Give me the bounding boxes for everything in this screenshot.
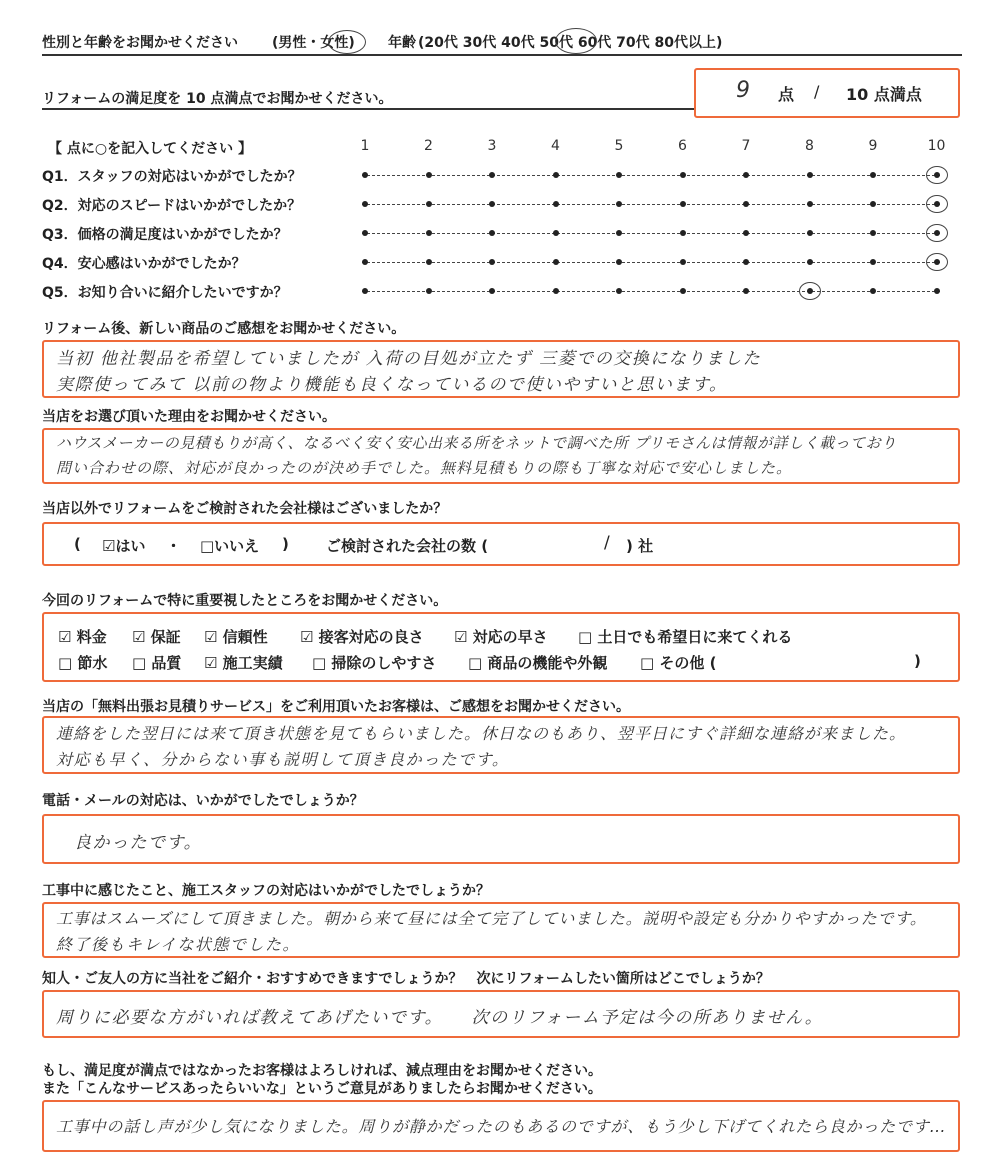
rating-scale-dot[interactable] [680, 172, 686, 178]
scale-number: 4 [551, 138, 560, 154]
company-count-unit: ) 社 [626, 537, 654, 555]
phone-mail-question: 電話・メールの対応は、いかがでしたでしょうか？ [42, 793, 364, 809]
female-circle-mark [328, 30, 366, 54]
priority-option[interactable]: ☑ 料金 [58, 628, 107, 646]
construction-answer-line2: 終了後もキレイな状態でした。 [56, 935, 301, 954]
rating-scale-dot[interactable] [426, 230, 432, 236]
rating-scale-dot[interactable] [616, 288, 622, 294]
rating-scale-dot[interactable] [489, 172, 495, 178]
scale-number: 2 [424, 138, 433, 154]
rating-scale-dot[interactable] [743, 288, 749, 294]
impression-answer-line2: 実際使ってみて 以前の物より機能も良くなっているので使いやすいと思います。 [56, 375, 728, 395]
rating-scale-dot[interactable] [553, 230, 559, 236]
other-companies-question: 当店以外でリフォームをご検討された会社様はございましたか？ [42, 501, 448, 517]
other-companies-box [42, 522, 960, 566]
other-dot: ・ [166, 537, 182, 555]
age-40-circle-mark [555, 28, 597, 54]
company-count-label: ご検討された会社の数 ( [326, 537, 489, 555]
rating-scale-dot[interactable] [362, 230, 368, 236]
rating-scale-dot[interactable] [362, 259, 368, 265]
score-value: 9 [736, 78, 750, 103]
rating-scale-dot[interactable] [616, 172, 622, 178]
rating-question-label: Q1．スタッフの対応はいかがでしたか？ [42, 169, 302, 185]
rating-scale-dot[interactable] [870, 259, 876, 265]
rating-scale-dot[interactable] [426, 201, 432, 207]
priority-option[interactable]: □ その他 ( [640, 654, 717, 672]
rating-question-label: Q3．価格の満足度はいかがでしたか？ [42, 227, 288, 243]
rating-scale-line [362, 233, 940, 234]
impression-question: リフォーム後、新しい商品のご感想をお聞かせください。 [42, 321, 406, 337]
rating-scale-dot[interactable] [426, 288, 432, 294]
rating-scale-dot[interactable] [489, 201, 495, 207]
rating-scale-dot[interactable] [870, 230, 876, 236]
score-max: 10 点満点 [846, 85, 922, 104]
rating-scale-dot[interactable] [553, 288, 559, 294]
rating-selected-circle [926, 166, 948, 184]
rating-scale-dot[interactable] [553, 259, 559, 265]
impression-answer-box [42, 340, 960, 398]
rating-scale-dot[interactable] [743, 230, 749, 236]
construction-answer-line1: 工事はスムーズにして頂きました。朝から来て昼には全て完了していました。説明や設定も分かりやすかったです。 [56, 909, 927, 928]
reason-answer-box [42, 428, 960, 484]
rating-scale-dot[interactable] [870, 201, 876, 207]
rating-scale-dot[interactable] [616, 201, 622, 207]
rating-question-label: Q5．お知り合いに紹介したいですか？ [42, 285, 288, 301]
referral-answer-box [42, 990, 960, 1038]
rating-scale-dot[interactable] [489, 288, 495, 294]
rating-scale-line [362, 175, 940, 176]
priority-option[interactable]: □ 掃除のしやすさ [312, 654, 437, 672]
reason-answer-line2: 問い合わせの際、対応が良かったのが決め手でした。無料見積もりの際も丁寧な対応で安心しました。 [56, 459, 793, 477]
scale-number: 1 [360, 138, 370, 154]
priority-option[interactable]: ☑ 信頼性 [204, 628, 268, 646]
rating-selected-circle [799, 282, 821, 300]
rating-scale-dot[interactable] [553, 201, 559, 207]
priority-option[interactable]: □ 品質 [132, 654, 182, 672]
estimate-question: 当店の「無料出張お見積りサービス」をご利用頂いたお客様は、ご感想をお聞かせください。 [42, 699, 630, 715]
scale-number: 7 [741, 138, 751, 154]
rating-selected-circle [926, 224, 948, 242]
gender-age-label: 性別と年齢をお聞かせください [42, 35, 238, 51]
rating-scale-line [362, 204, 940, 205]
priority-option[interactable]: ) [914, 652, 921, 670]
score-box [694, 68, 960, 118]
other-close-paren: ) [282, 535, 289, 553]
rating-scale-dot[interactable] [807, 172, 813, 178]
reason-answer-line1: ハウスメーカーの見積もりが高く、なるべく安く安心出来る所をネットで調べた所 プリモさんは情報が詳しく載っており [56, 434, 897, 452]
priority-option[interactable]: □ 土日でも希望日に来てくれる [578, 628, 793, 646]
rating-scale-dot[interactable] [362, 172, 368, 178]
rating-scale-dot[interactable] [426, 259, 432, 265]
phone-mail-answer-box [42, 814, 960, 864]
scale-number: 6 [678, 138, 687, 154]
rating-scale-dot[interactable] [426, 172, 432, 178]
satisfaction-underline [42, 108, 694, 110]
rating-scale-line [362, 262, 940, 263]
rating-scale-dot[interactable] [743, 172, 749, 178]
scale-number: 10 [927, 138, 946, 154]
referral-answer-line1: 周りに必要な方がいれば教えてあげたいです。 次のリフォーム予定は今の所ありません。 [56, 1008, 824, 1028]
age-label: 年齢 [388, 35, 416, 51]
gender-options: (男性・女性) [272, 35, 355, 51]
priority-option[interactable]: ☑ 施工実績 [204, 654, 283, 672]
rating-scale-dot[interactable] [616, 259, 622, 265]
construction-question: 工事中に感じたこと、施工スタッフの対応はいかがでしたでしょうか？ [42, 883, 490, 899]
score-unit: 点 [778, 85, 795, 104]
rating-scale-dot[interactable] [489, 230, 495, 236]
rating-scale-dot[interactable] [680, 230, 686, 236]
rating-scale-dot[interactable] [362, 288, 368, 294]
estimate-answer-line2: 対応も早く、分からない事も説明して頂き良かったです。 [56, 750, 510, 769]
company-count-value: / [604, 533, 610, 553]
scale-number: 3 [487, 138, 497, 154]
referral-question: 知人・ご友人の方に当社をご紹介・おすすめできますでしょうか？ 次にリフォームしたい箇所はどこでしょうか？ [42, 971, 770, 987]
priorities-question: 今回のリフォームで特に重要視したところをお聞かせください。 [42, 593, 448, 609]
rating-selected-circle [926, 195, 948, 213]
deduction-question-line1: もし、満足度が満点ではなかったお客様はよろしければ、減点理由をお聞かせください。 [42, 1063, 602, 1079]
header-divider [42, 54, 962, 56]
score-slash: / [814, 82, 820, 101]
rating-question-label: Q2．対応のスピードはいかがでしたか？ [42, 198, 302, 214]
deduction-answer-box [42, 1100, 960, 1152]
phone-mail-answer-line1: 良かったです。 [74, 833, 203, 853]
scale-number: 8 [805, 138, 814, 154]
deduction-question-line2: また「こんなサービスあったらいいな」というご意見がありましたらお聞かせください。 [42, 1081, 602, 1097]
priority-option[interactable]: □ 商品の機能や外観 [468, 654, 608, 672]
rating-selected-circle [926, 253, 948, 271]
deduction-answer-line1: 工事中の話し声が少し気になりました。周りが静かだったのもあるのですが、もう少し下げてくれたら良かったです… [56, 1117, 947, 1136]
scale-number: 9 [868, 138, 878, 154]
age-options: (20代 30代 40代 50代 60代 70代 80代以上) [418, 35, 723, 51]
rating-scale-dot[interactable] [489, 259, 495, 265]
rating-scale-dot[interactable] [807, 230, 813, 236]
priorities-box [42, 612, 960, 682]
rating-scale-dot[interactable] [807, 201, 813, 207]
estimate-answer-line1: 連絡をした翌日には来て頂き状態を見てもらいました。休日なのもあり、翌平日にすぐ詳細な連絡が来ました。 [56, 724, 907, 743]
rating-scale-dot[interactable] [934, 288, 940, 294]
reason-question: 当店をお選び頂いた理由をお聞かせください。 [42, 409, 336, 425]
rating-scale-dot[interactable] [680, 288, 686, 294]
rating-scale-dot[interactable] [807, 259, 813, 265]
priority-option[interactable]: ☑ 接客対応の良さ [300, 628, 424, 646]
priority-option[interactable]: □ 節水 [58, 654, 108, 672]
other-no-option[interactable]: □いいえ [200, 537, 260, 555]
rating-scale-dot[interactable] [362, 201, 368, 207]
estimate-answer-box [42, 716, 960, 774]
rating-instruction: 【 点に○を記入してください 】 [48, 141, 252, 157]
rating-question-label: Q4．安心感はいかがでしたか？ [42, 256, 246, 272]
other-open-paren: ( [74, 535, 81, 553]
rating-scale-dot[interactable] [743, 259, 749, 265]
priority-option[interactable]: ☑ 保証 [132, 628, 181, 646]
rating-scale-line [362, 291, 940, 292]
construction-answer-box [42, 902, 960, 958]
rating-scale-dot[interactable] [680, 201, 686, 207]
rating-scale-dot[interactable] [870, 172, 876, 178]
scale-number: 5 [614, 138, 624, 154]
rating-scale-dot[interactable] [680, 259, 686, 265]
priority-option[interactable]: ☑ 対応の早さ [454, 628, 548, 646]
rating-scale-dot[interactable] [616, 230, 622, 236]
satisfaction-label: リフォームの満足度を 10 点満点でお聞かせください。 [42, 91, 393, 107]
impression-answer-line1: 当初 他社製品を希望していましたが 入荷の目処が立たず 三菱での交換になりました [56, 349, 762, 369]
other-yes-option[interactable]: ☑はい [102, 537, 146, 555]
rating-scale-dot[interactable] [553, 172, 559, 178]
rating-scale-dot[interactable] [870, 288, 876, 294]
rating-scale-dot[interactable] [743, 201, 749, 207]
